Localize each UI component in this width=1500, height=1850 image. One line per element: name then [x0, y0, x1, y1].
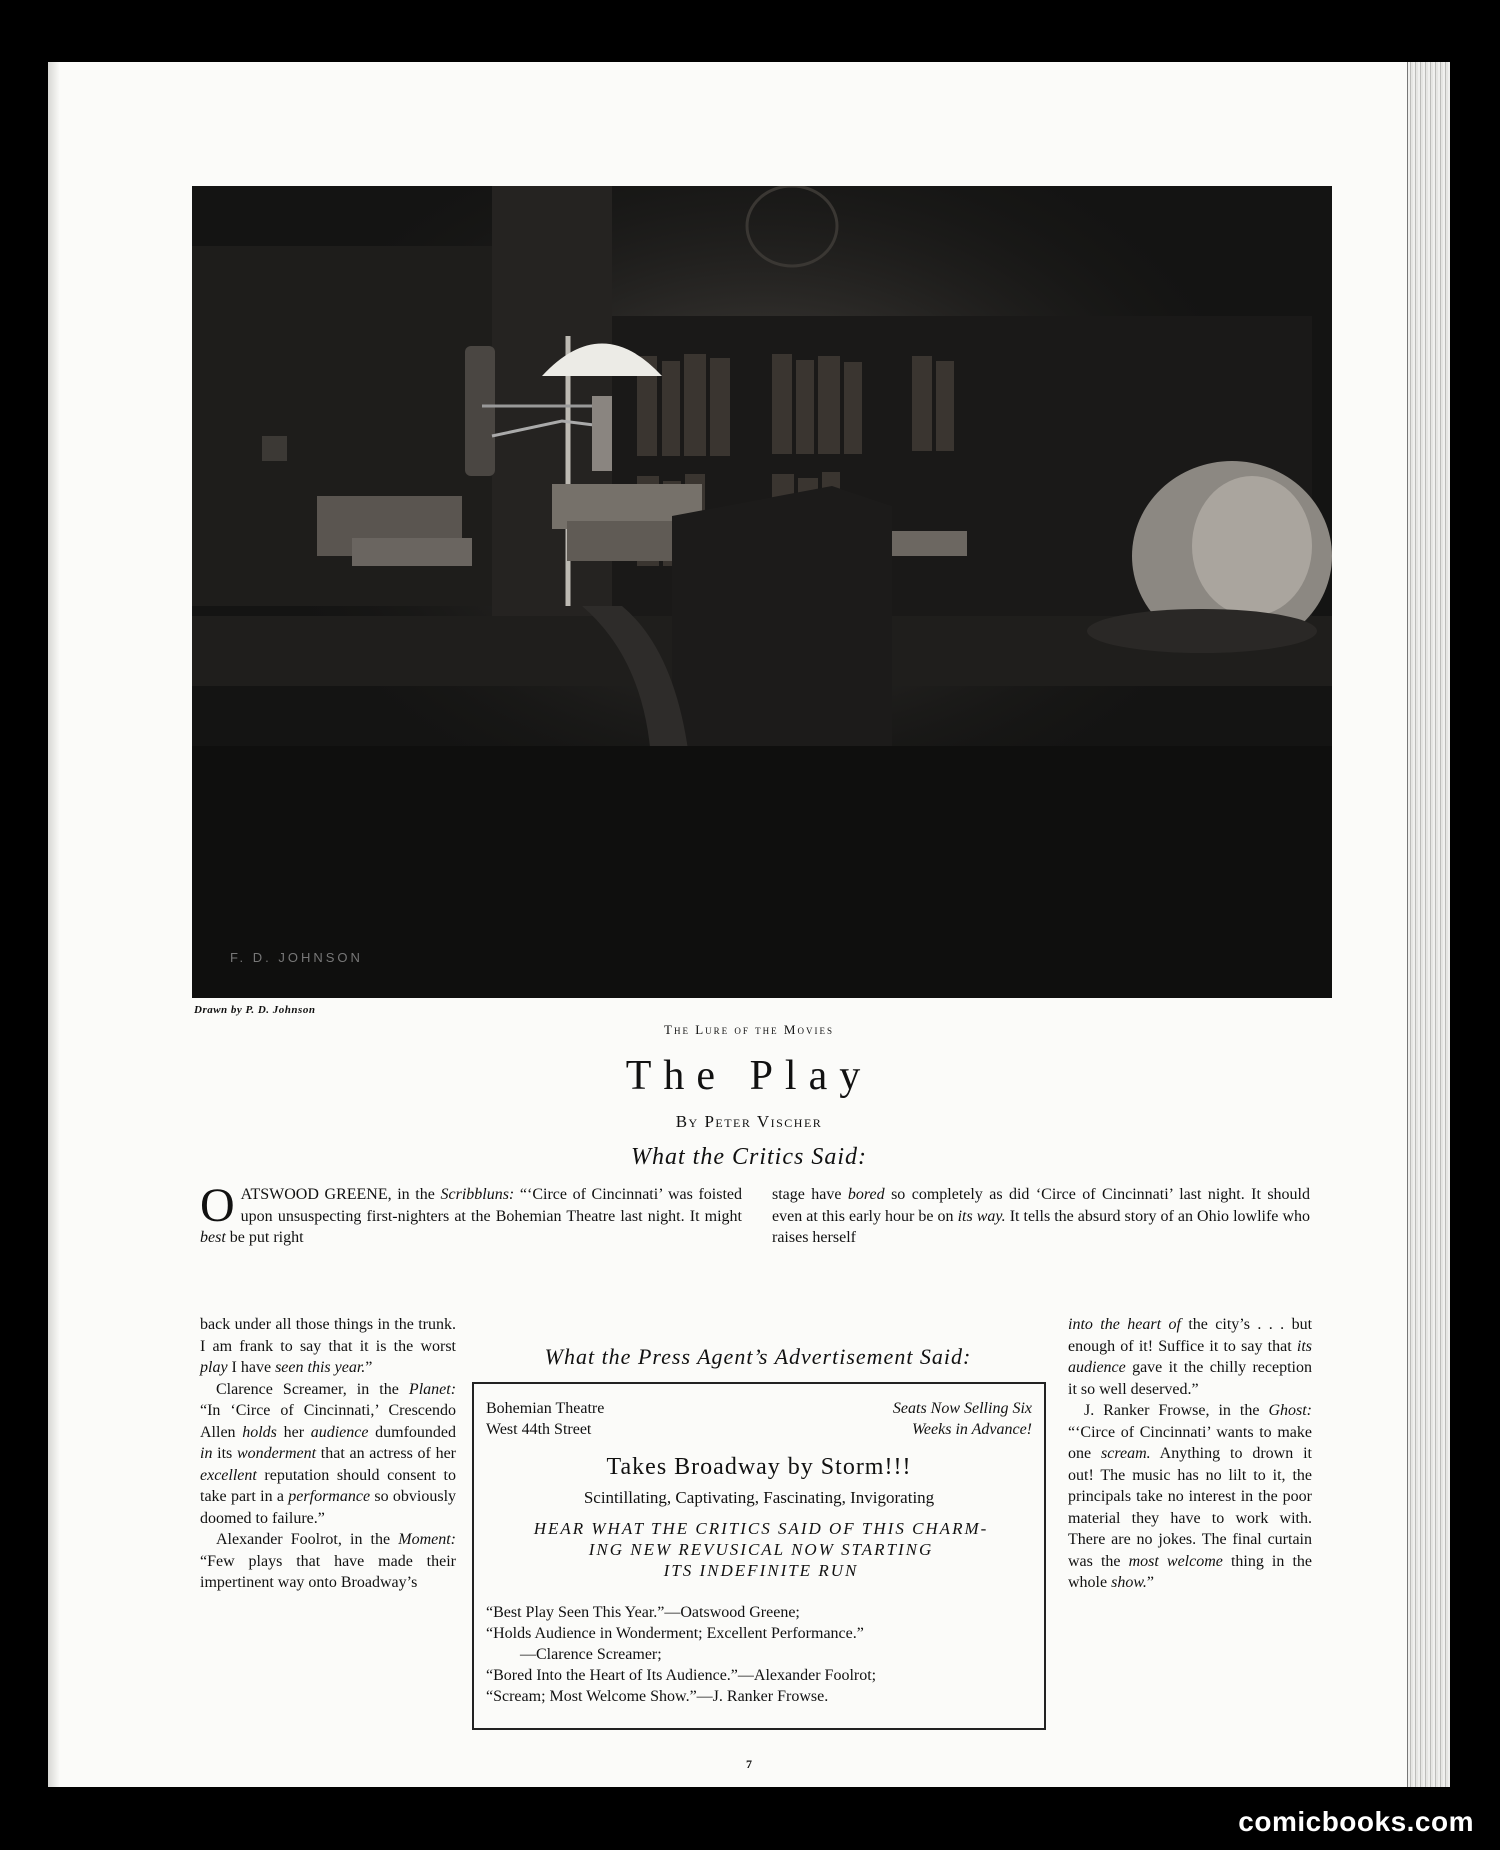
intro-left-paragraph	[200, 1179, 743, 1249]
ad-quote-attribution: —Clarence Screamer;	[520, 1646, 662, 1663]
paragraph: into the heart of the city’s . . . but enough of it! Suffice it to say that its audience gave it the chilly reception it so well deserved.”	[1068, 1316, 1313, 1398]
ad-hear-what: HEAR WHAT THE CRITICS SAID OF THIS CHARM- ING NEW REVUSICAL NOW STARTING ITS INDEFINITE RUN	[533, 1519, 989, 1580]
italic-word: bored	[847, 1186, 885, 1203]
ad-headline: Takes Broadway by Storm!!!	[606, 1454, 912, 1480]
ad-quotes	[486, 1602, 1036, 1707]
theatre-name: Bohemian Theatre	[486, 1400, 605, 1417]
intro-text: be put right	[229, 1229, 304, 1246]
intro-text: stage have	[772, 1186, 842, 1203]
study-room-drawing	[192, 186, 1332, 998]
paragraph: Alexander Foolrot, in the Moment: “Few plays that have made their impertinent way onto Broadway’s	[200, 1531, 456, 1591]
intro-text: It tells the absurd story of an Ohio lowlife who raises herself	[772, 1207, 1311, 1246]
intro-text: “‘Circe of Cincinnati’ was foisted upon unsuspecting first-nighters at the Bohemian Theatre last night. It might	[240, 1186, 743, 1225]
illustration-credit: Drawn by P. D. Johnson	[194, 1004, 316, 1016]
artist-signature: F. D. JOHNSON	[230, 950, 363, 965]
paragraph: J. Ranker Frowse, in the Ghost: “‘Circe of Cincinnati’ wants to make one scream. Anything to drown it out! The music has no lilt to it, the principals take no interest in the poor material they have to work with. There are no jokes. The final curtain was the most welcome thing in the whole show.”	[1068, 1402, 1313, 1591]
italic-word: its way.	[957, 1207, 1006, 1225]
intro-lead: ATSWOOD GREENE, in the	[240, 1186, 435, 1203]
theatre-address: West 44th Street	[486, 1421, 592, 1438]
advertisement-heading: What the Press Agent’s Advertisement Said:	[544, 1344, 972, 1369]
paragraph: back under all those things in the trunk. I am frank to say that it is the worst play I have seen this year.”	[200, 1316, 456, 1376]
article-byline: By Peter Vischer	[675, 1112, 823, 1131]
seats-line: Weeks in Advance!	[912, 1421, 1032, 1438]
seats-line: Seats Now Selling Six	[892, 1400, 1032, 1417]
ad-quote: “Scream; Most Welcome Show.”—J. Ranker Frowse.	[486, 1688, 829, 1705]
paragraph: Clarence Screamer, in the Planet: “In ‘Circe of Cincinnati,’ Crescendo Allen holds her audience dumfounded in its wonderment that an actress of her excellent reputation should consent to take part in a performance so obviously doomed to failure.”	[200, 1380, 457, 1527]
ad-quote: “Best Play Seen This Year.”—Oatswood Greene;	[486, 1604, 800, 1621]
ad-quote: “Bored Into the Heart of Its Audience.”—Alexander Foolrot;	[486, 1667, 877, 1684]
watermark: comicbooks.com	[1238, 1806, 1474, 1837]
italic-word: best	[200, 1229, 226, 1246]
ad-adjectives: Scintillating, Captivating, Fascinating, Invigorating	[583, 1488, 935, 1507]
theatre-info	[486, 1398, 604, 1440]
left-column	[200, 1314, 456, 1594]
article-title: The Play	[625, 1053, 873, 1099]
ad-quote: “Holds Audience in Wonderment; Excellent Performance.”	[486, 1625, 864, 1642]
intro-text: so completely as did ‘Circe of Cincinnati’ last night. It should even at this early hour be on	[772, 1186, 1311, 1225]
magazine-page	[48, 62, 1450, 1787]
illustration-lure-of-the-movies	[192, 186, 1332, 998]
drop-cap: O	[200, 1179, 235, 1232]
advertisement-box	[472, 1382, 1046, 1730]
page-number: 7	[746, 1757, 752, 1771]
seats-info	[893, 1398, 1032, 1440]
right-column	[1068, 1314, 1312, 1594]
article-subhead: What the Critics Said:	[631, 1144, 867, 1170]
illustration-caption: The Lure of the Movies	[664, 1022, 834, 1037]
publication-name: Scribbluns:	[440, 1186, 515, 1203]
intro-right-paragraph	[772, 1184, 1310, 1249]
page-gutter-shadow	[48, 62, 60, 1787]
page-edges	[1407, 62, 1450, 1787]
